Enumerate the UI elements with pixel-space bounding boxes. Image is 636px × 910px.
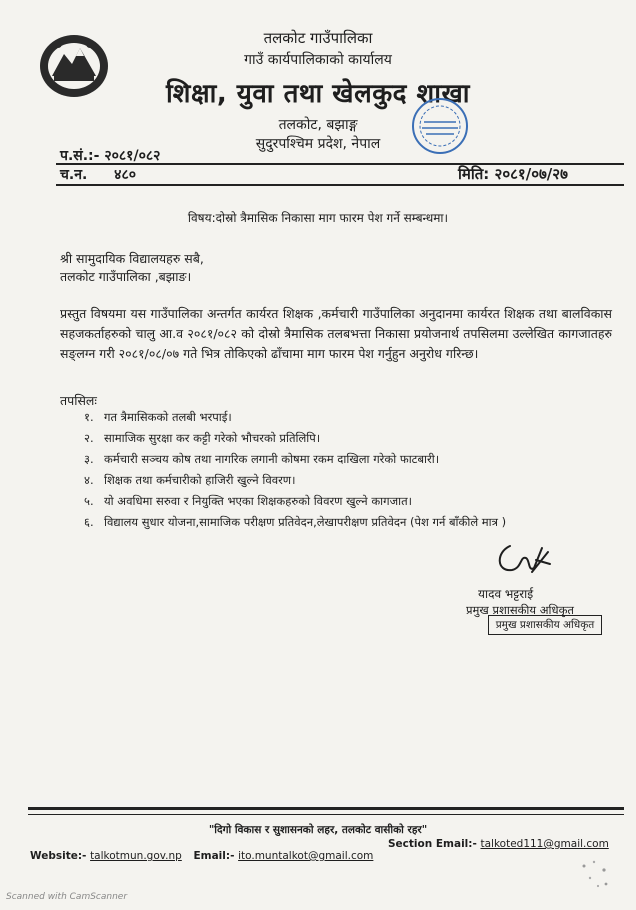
list-item-text: सामाजिक सुरक्षा कर कट्टी गरेको भौचरको प्रतिलिपि।	[104, 431, 321, 445]
letter-body: प्रस्तुत विषयमा यस गाउँपालिका अन्तर्गत कार्यरत शिक्षक ,कर्मचारी गाउँपालिका अनुदानमा कार्यरत शिक्षक तथा बालविकास सहजकर्ताहरुको चालु आ.व २०८१/०८२ को दोस्रो त्रैमासिक तलबभत्ता निकासा प्रयोजनार्थ तपसिलमा उल्लेखित कागजातहरु सङ्लग्न गरी २०८१/०८/०७ गते भित्र तोकिएको ढाँचामा माग फारम पेश गर्नुहुन अनुरोध गरिन्छ।	[60, 306, 612, 361]
list-item	[84, 452, 439, 467]
dispatch-number	[60, 165, 136, 184]
list-item-number: ३.	[84, 452, 94, 466]
letter-reference-number: प.सं.:- २०८१/०८२	[60, 148, 161, 164]
list-heading: तपसिलः	[60, 393, 97, 408]
handwritten-signature	[492, 538, 556, 580]
scan-artifact-dots	[576, 856, 616, 892]
dispatch-label: च.न.	[60, 167, 88, 183]
list-item	[84, 473, 295, 488]
website-link[interactable]: talkotmun.gov.np	[90, 850, 182, 862]
footer-slogan: "दिगो विकास र सुशासनको लहर, तलकोट वासीको रहर"	[208, 824, 428, 836]
date-label: मिति:	[458, 165, 490, 183]
email-link[interactable]: ito.muntalkot@gmail.com	[238, 850, 374, 862]
list-item-number: ५.	[84, 494, 94, 508]
dispatch-value: ४८०	[114, 167, 137, 183]
recipient-line-2: तलकोट गाउँपालिका ,बझाङ।	[60, 269, 192, 284]
section-email-link[interactable]: talkoted111@gmail.com	[480, 838, 609, 850]
list-item-number: १.	[84, 410, 94, 424]
list-item-text: विद्यालय सुधार योजना,सामाजिक परीक्षण प्रतिवेदन,लेखापरीक्षण प्रतिवेदन (पेश गर्न बाँकीले मात्र )	[104, 515, 507, 529]
list-item-number: २.	[84, 431, 94, 445]
signatory-title: प्रमुख प्रशासकीय अधिकृत	[466, 603, 574, 617]
signatory-name: यादव भट्टराई	[478, 587, 534, 601]
section-email-label: Section Email:-	[388, 838, 477, 850]
list-item-text: यो अवधिमा सरुवा र नियुक्ति भएका शिक्षकहरुको विवरण खुल्ने कागजात।	[104, 494, 413, 508]
letter-subject: विषय:दोस्रो त्रैमासिक निकासा माग फारम पेश गर्ने सम्बन्धमा।	[187, 211, 449, 225]
municipality-name: तलकोट गाउँपालिका	[263, 29, 373, 47]
list-item-text: शिक्षक तथा कर्मचारीको हाजिरी खुल्ने विवरण।	[104, 473, 296, 487]
office-name: गाउँ कार्यपालिकाको कार्यालय	[244, 52, 392, 68]
list-item	[84, 515, 506, 530]
list-item-number: ६.	[84, 515, 94, 529]
email-label: Email:-	[193, 850, 235, 862]
list-item-text: कर्मचारी सञ्चय कोष तथा नागरिक लगानी कोषमा रकम दाखिला गरेको फाटबारी।	[104, 452, 440, 466]
list-item-number: ४.	[84, 473, 94, 487]
recipient-line-1: श्री सामुदायिक विद्यालयहरु सबै,	[60, 251, 204, 266]
footer-section-contact	[388, 838, 609, 850]
date-value: २०८१/०७/२७	[494, 165, 568, 183]
list-item	[84, 410, 232, 425]
list-item-text: गत त्रैमासिकको तलबी भरपाई।	[104, 410, 232, 424]
footer-contact	[30, 850, 373, 862]
footer-divider-thin	[28, 814, 624, 815]
list-item	[84, 431, 320, 446]
office-province: सुदुरपश्चिम प्रदेश, नेपाल	[255, 136, 381, 152]
scanner-watermark: Scanned with CamScanner	[6, 892, 128, 902]
website-label: Website:-	[30, 850, 87, 862]
office-stamp	[398, 96, 482, 156]
header-divider-bottom	[56, 184, 624, 186]
list-item	[84, 494, 412, 509]
signatory-title-stamp: प्रमुख प्रशासकीय अधिकृत	[488, 615, 602, 635]
section-title: शिक्षा, युवा तथा खेलकुद शाखा	[166, 79, 470, 109]
footer-divider-thick	[28, 807, 624, 810]
office-location: तलकोट, बझाङ्ग	[278, 117, 358, 133]
letter-date	[458, 164, 568, 184]
